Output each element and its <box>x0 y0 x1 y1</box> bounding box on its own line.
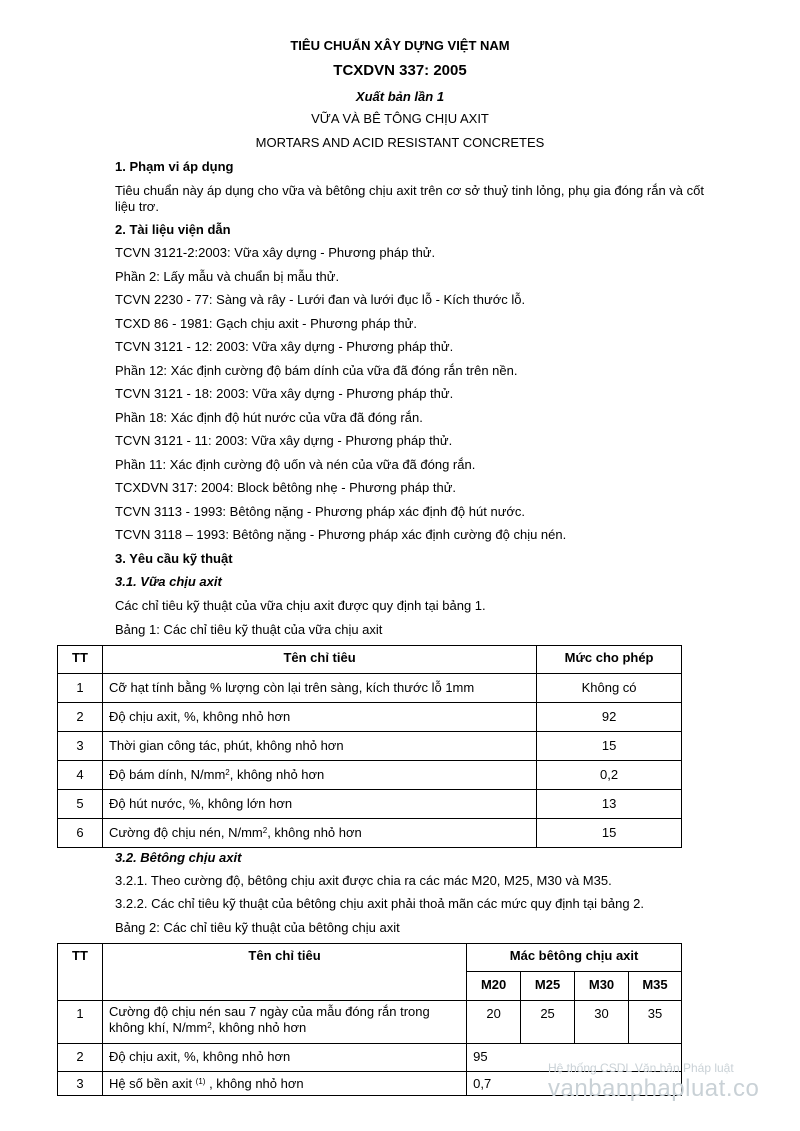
document-edition: Xuất bản lần 1 <box>355 89 445 104</box>
column-header-grade: M20 <box>467 972 521 1001</box>
table-1 <box>57 645 682 848</box>
row-value-m30: 30 <box>575 1001 629 1044</box>
row-tt: 2 <box>58 703 103 732</box>
row-value: Không có <box>537 674 682 703</box>
reference-item: Phần 11: Xác định cường độ uốn và nén của vữa đã đóng rắn. <box>115 457 476 472</box>
column-header-name: Tên chỉ tiêu <box>102 646 536 674</box>
section-1-text-line1: Tiêu chuẩn này áp dụng cho vữa và bêtông chịu axit trên cơ sở thuỷ tinh lỏng, phụ gia đóng rắn và cốt <box>115 183 704 198</box>
reference-item: TCXD 86 - 1981: Gạch chịu axit - Phương pháp thử. <box>115 316 417 331</box>
row-tt: 3 <box>58 732 103 761</box>
watermark-line2: vanbanphapluat.co <box>548 1075 760 1102</box>
subsection-3-1-heading: 3.1. Vữa chịu axit <box>115 574 222 589</box>
document-code: TCXDVN 337: 2005 <box>333 62 467 79</box>
document-title-en: MORTARS AND ACID RESISTANT CONCRETES <box>255 135 545 150</box>
table-2-caption: Bảng 2: Các chỉ tiêu kỹ thuật của bêtông chịu axit <box>115 920 400 935</box>
reference-item: TCVN 3121-2:2003: Vữa xây dựng - Phương pháp thử. <box>115 245 436 260</box>
table-row <box>58 761 682 790</box>
table-row <box>58 790 682 819</box>
table-row <box>58 674 682 703</box>
row-tt: 6 <box>58 819 103 848</box>
row-value-m35: 35 <box>629 1001 682 1044</box>
table-row <box>58 1001 682 1044</box>
row-name: Cỡ hạt tính bằng % lượng còn lại trên sàng, kích thước lỗ 1mm <box>102 674 536 703</box>
row-value: 95 <box>467 1044 682 1072</box>
row-tt: 5 <box>58 790 103 819</box>
section-1-text-line2: liệu trơ. <box>115 199 159 214</box>
row-tt: 4 <box>58 761 103 790</box>
document-org: TIÊU CHUẨN XÂY DỰNG VIỆT NAM <box>290 38 510 53</box>
row-value: 13 <box>537 790 682 819</box>
row-name: Cường độ chịu nén, $N/mm^2$, không nhỏ hơn <box>102 819 536 848</box>
column-header-grade-group: Mác bêtông chịu axit <box>467 944 682 972</box>
reference-item: Phần 18: Xác định độ hút nước của vữa đã đóng rắn. <box>115 410 423 425</box>
table-row <box>58 819 682 848</box>
table-header-row <box>58 646 682 674</box>
row-value: 15 <box>537 732 682 761</box>
paragraph-3-2-2: 3.2.2. Các chỉ tiêu kỹ thuật của bêtông chịu axit phải thoả mãn các mức quy định tại bảng 2. <box>115 896 645 911</box>
row-value: 92 <box>537 703 682 732</box>
reference-item: TCVN 3113 - 1993: Bêtông nặng - Phương pháp xác định độ hút nước. <box>115 504 526 519</box>
column-header-name: Tên chỉ tiêu <box>102 944 466 1001</box>
reference-item: Phần 2: Lấy mẫu và chuẩn bị mẫu thử. <box>115 269 340 284</box>
section-2-heading: 2. Tài liệu viện dẫn <box>115 222 231 237</box>
column-header-tt: TT <box>58 646 103 674</box>
row-name: Cường độ chịu nén sau 7 ngày của mẫu đóng rắn trong không khí, $N/mm^2$, không nhỏ hơn <box>102 1001 466 1044</box>
column-header-limit: Mức cho phép <box>537 646 682 674</box>
column-header-grade: M25 <box>521 972 575 1001</box>
row-tt: 2 <box>58 1044 103 1072</box>
reference-item: TCVN 2230 - 77: Sàng và rây - Lưới đan và lưới đục lỗ - Kích thước lỗ. <box>115 292 526 307</box>
reference-item: TCVN 3121 - 18: 2003: Vữa xây dựng - Phương pháp thử. <box>115 386 454 401</box>
row-value: 0,7 <box>467 1072 682 1096</box>
column-header-tt: TT <box>58 944 103 1001</box>
subsection-3-1-text: Các chỉ tiêu kỹ thuật của vữa chịu axit được quy định tại bảng 1. <box>115 598 486 613</box>
table-row <box>58 732 682 761</box>
row-tt: 1 <box>58 1001 103 1044</box>
row-name: Độ chịu axit, %, không nhỏ hơn <box>102 703 536 732</box>
row-value: 0,2 <box>537 761 682 790</box>
reference-item: TCXDVN 317: 2004: Block bêtông nhẹ - Phương pháp thử. <box>115 480 457 495</box>
watermark-line1: Hệ thống CSDL Văn bản Pháp luật <box>548 1061 734 1075</box>
table-1-caption: Bảng 1: Các chỉ tiêu kỹ thuật của vữa chịu axit <box>115 622 383 637</box>
row-value-m20: 20 <box>467 1001 521 1044</box>
table-row <box>58 703 682 732</box>
section-1-heading: 1. Phạm vi áp dụng <box>115 159 234 174</box>
document-title-vi: VỮA VÀ BÊ TÔNG CHỊU AXIT <box>311 111 489 126</box>
paragraph-3-2-1: 3.2.1. Theo cường độ, bêtông chịu axit được chia ra các mác M20, M25, M30 và M35. <box>115 873 612 888</box>
subsection-3-2-heading: 3.2. Bêtông chịu axit <box>115 850 242 865</box>
row-name: Độ bám dính, $N/mm^2$, không nhỏ hơn <box>102 761 536 790</box>
row-name: Thời gian công tác, phút, không nhỏ hơn <box>102 732 536 761</box>
row-value: 15 <box>537 819 682 848</box>
reference-item: TCVN 3121 - 12: 2003: Vữa xây dựng - Phương pháp thử. <box>115 339 454 354</box>
row-value-m25: 25 <box>521 1001 575 1044</box>
reference-item: Phần 12: Xác định cường độ bám dính của vữa đã đóng rắn trên nền. <box>115 363 518 378</box>
row-tt: 3 <box>58 1072 103 1096</box>
section-3-heading: 3. Yêu cầu kỹ thuật <box>115 551 233 566</box>
column-header-grade: M30 <box>575 972 629 1001</box>
row-tt: 1 <box>58 674 103 703</box>
row-name: Độ chịu axit, %, không nhỏ hơn <box>102 1044 466 1072</box>
row-name: Hệ số bền axit $^{(1)}$ , không nhỏ hơn <box>102 1072 466 1096</box>
row-name: Độ hút nước, %, không lớn hơn <box>102 790 536 819</box>
reference-item: TCVN 3121 - 11: 2003: Vữa xây dựng - Phương pháp thử. <box>115 433 453 448</box>
column-header-grade: M35 <box>629 972 682 1001</box>
reference-item: TCVN 3118 – 1993: Bêtông nặng - Phương pháp xác định cường độ chịu nén. <box>115 527 567 542</box>
table-header-row <box>58 944 682 972</box>
